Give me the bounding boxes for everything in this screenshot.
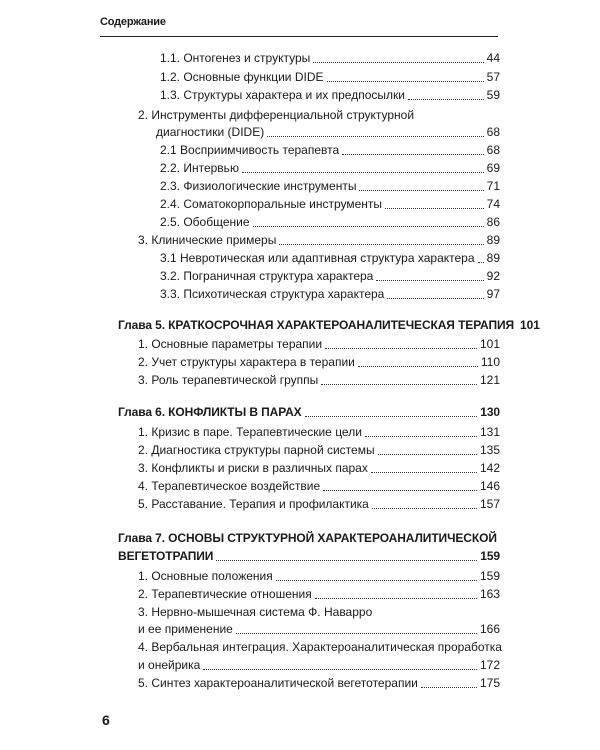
- toc-entry-6-1[interactable]: 1. Кризис в паре. Терапевтические цели 131: [138, 425, 500, 439]
- running-header: Содержание: [100, 16, 166, 28]
- toc-entry-6-3[interactable]: 3. Конфликты и риски в различных парах 142: [138, 461, 500, 475]
- toc-entry-6-4[interactable]: 4. Терапевтическое воздействие 146: [138, 479, 500, 493]
- toc-entry-5-3[interactable]: 3. Роль терапевтической группы 121: [138, 373, 500, 387]
- toc-entry-6-5[interactable]: 5. Расставание. Терапия и профилактика 157: [138, 497, 500, 511]
- toc-entry-1-2[interactable]: 1.2. Основные функции DIDE 57: [160, 70, 500, 84]
- toc-entry-2-4[interactable]: 2.4. Соматокорпоральные инструменты 74: [160, 197, 500, 211]
- toc-entry-7-2[interactable]: 2. Терапевтические отношения 163: [138, 587, 500, 601]
- toc-chapter-7[interactable]: ВЕГЕТОТРАПИИ 159: [118, 549, 500, 563]
- toc-entry-3-1[interactable]: 3.1 Невротическая или адаптивная структура характера 89: [160, 251, 500, 265]
- toc-entry-2[interactable]: диагностики (DIDE) 68: [156, 125, 500, 139]
- toc-entry-1-1[interactable]: 1.1. Онтогенез и структуры 44: [160, 51, 500, 65]
- toc-entry-7-5[interactable]: 5. Синтез характероаналитической вегетотерапии 175: [138, 676, 500, 690]
- toc-chapter-5[interactable]: Глава 5. КРАТКОСРОЧНАЯ ХАРАКТЕРОАНАЛИТЕЧЕСКАЯ ТЕРАПИЯ 101: [118, 318, 540, 332]
- toc-chapter-7-line1[interactable]: Глава 7. ОСНОВЫ СТРУКТУРНОЙ ХАРАКТЕРОАНАЛИТИЧЕСКОЙ: [118, 531, 497, 545]
- toc-entry-7-4-line1[interactable]: 4. Вербальная интеграция. Характероаналитическая проработка: [138, 640, 502, 654]
- toc-entry-3-2[interactable]: 3.2. Пограничная структура характера 92: [160, 269, 500, 283]
- toc-chapter-6[interactable]: Глава 6. КОНФЛИКТЫ В ПАРАХ 130: [118, 405, 500, 419]
- toc-entry-7-3-line1[interactable]: 3. Нервно-мышечная система Ф. Наварро: [138, 605, 373, 619]
- toc-entry-1-3[interactable]: 1.3. Структуры характера и их предпосылки 59: [160, 88, 500, 102]
- toc-entry-2-3[interactable]: 2.3. Физиологические инструменты 71: [160, 179, 500, 193]
- toc-entry-3[interactable]: 3. Клинические примеры 89: [138, 233, 500, 247]
- toc-entry-7-4[interactable]: и онейрика 172: [138, 658, 500, 672]
- toc-entry-2-1[interactable]: 2.1 Восприимчивость терапевта 68: [160, 143, 500, 157]
- toc-entry-7-1[interactable]: 1. Основные положения 159: [138, 569, 500, 583]
- toc-entry-7-3[interactable]: и ее применение 166: [138, 622, 500, 636]
- toc-entry-5-2[interactable]: 2. Учет структуры характера в терапии 110: [138, 355, 500, 369]
- page-number: 6: [102, 712, 110, 728]
- toc-entry-3-3[interactable]: 3.3. Психотическая структура характера 97: [160, 287, 500, 301]
- toc-entry-6-2[interactable]: 2. Диагностика структуры парной системы 135: [138, 443, 500, 457]
- toc-entry-2-5[interactable]: 2.5. Обобщение 86: [160, 215, 500, 229]
- toc-entry-2-line1[interactable]: 2. Инструменты дифференциальной структурной: [138, 108, 415, 122]
- toc-entry-5-1[interactable]: 1. Основные параметры терапии 101: [138, 337, 500, 351]
- toc-entry-2-2[interactable]: 2.2. Интервью 69: [160, 161, 500, 175]
